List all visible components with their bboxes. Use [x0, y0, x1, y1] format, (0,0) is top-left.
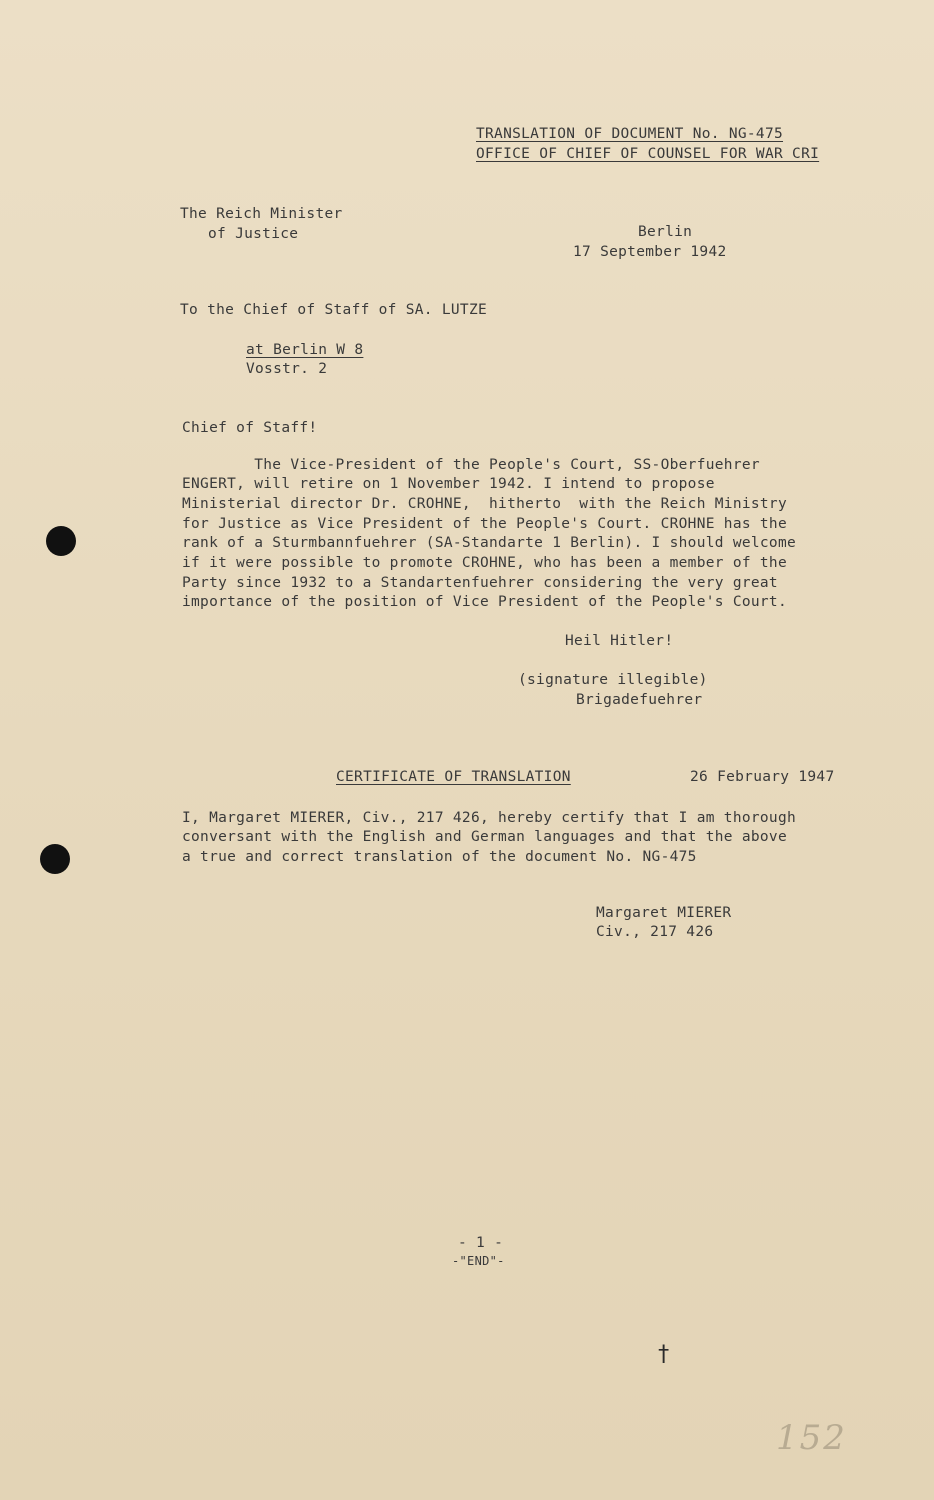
page-number: - 1 - [458, 1235, 504, 1251]
certificate-line: conversant with the English and German languages and that the above [182, 829, 787, 845]
body-line: The Vice-President of the People's Court, SS-Oberfuehrer [182, 457, 760, 473]
salutation: Chief of Staff! [182, 420, 318, 436]
body-line: ENGERT, will retire on 1 November 1942. I intend to propose [182, 476, 715, 492]
certificate-date: 26 February 1947 [690, 769, 835, 785]
punch-hole-lower [40, 844, 70, 874]
translation-header-line2: OFFICE OF CHIEF OF COUNSEL FOR WAR CRI [476, 146, 820, 162]
punch-hole-upper [46, 526, 76, 556]
certificate-line: I, Margaret MIERER, Civ., 217 426, hereby certify that I am thorough [182, 810, 797, 826]
body-line: Party since 1932 to a Standartenfuehrer considering the very great [182, 575, 778, 591]
signature-line2: Brigadefuehrer [576, 692, 703, 708]
recipient-line: To the Chief of Staff of SA. LUTZE [180, 302, 488, 318]
end-mark: -"END"- [452, 1254, 505, 1268]
body-line: Ministerial director Dr. CROHNE, hitherto with the Reich Ministry [182, 496, 787, 512]
sender-line1: The Reich Minister [180, 206, 343, 222]
body-line: for Justice as Vice President of the People's Court. CROHNE has the [182, 516, 787, 532]
translator-name: Margaret MIERER [596, 905, 732, 921]
letter-place: Berlin [638, 224, 693, 240]
signature-line1: (signature illegible) [518, 672, 708, 688]
recipient-address-2: Vosstr. 2 [246, 361, 328, 377]
translator-id: Civ., 217 426 [596, 924, 714, 940]
body-line: if it were possible to promote CROHNE, who has been a member of the [182, 555, 787, 571]
certificate-line: a true and correct translation of the document No. NG-475 [182, 849, 697, 865]
letter-date: 17 September 1942 [573, 244, 727, 260]
pencil-page-number: 152 [776, 1418, 847, 1458]
translation-header-line1: TRANSLATION OF DOCUMENT No. NG-475 [476, 126, 784, 142]
body-line: importance of the position of Vice President of the People's Court. [182, 594, 787, 610]
certificate-title: CERTIFICATE OF TRANSLATION [336, 769, 571, 785]
body-line: rank of a Sturmbannfuehrer (SA-Standarte 1 Berlin). I should welcome [182, 535, 797, 551]
recipient-address-1: at Berlin W 8 [246, 342, 364, 358]
closing: Heil Hitler! [565, 633, 674, 649]
ink-mark-icon: † [657, 1342, 671, 1367]
sender-line2: of Justice [208, 226, 299, 242]
